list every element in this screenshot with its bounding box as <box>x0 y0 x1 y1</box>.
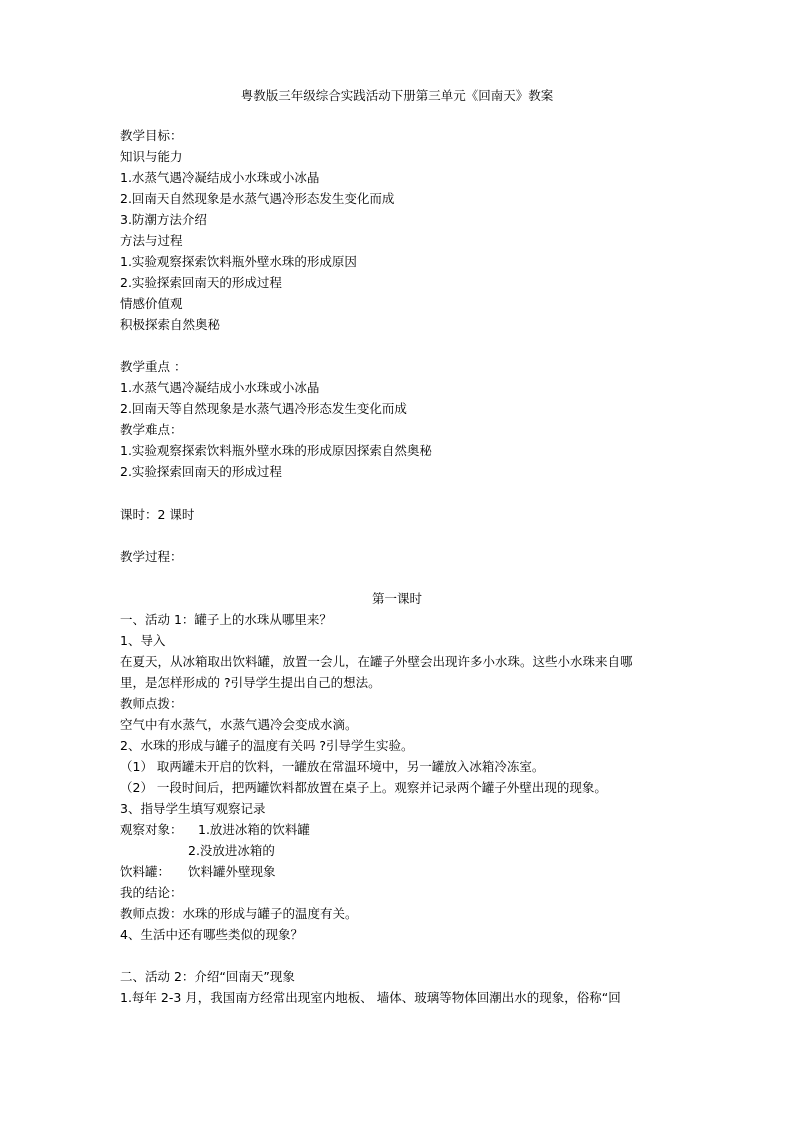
conclusion-label: 我的结论： <box>120 885 183 900</box>
key-point-2: 2.回南天等自然现象是水蒸气遇冷形态发生变化而成 <box>120 401 407 416</box>
observation-item-2: 2.没放进冰箱的 <box>188 843 275 858</box>
observation-item-1: 1.放进冰箱的饮料罐 <box>198 822 310 837</box>
emotion-text: 积极探索自然奥秘 <box>120 317 221 332</box>
key-point-1: 1.水蒸气遇冷凝结成小水珠或小冰晶 <box>120 380 320 395</box>
teacher-tip-text: 空气中有水蒸气，水蒸气遇冷会变成水滴。 <box>120 717 358 732</box>
knowledge-item-2: 2.回南天自然现象是水蒸气遇冷形态发生变化而成 <box>120 191 395 206</box>
lesson-1-title: 第一课时 <box>371 591 422 606</box>
method-item-2: 2.实验探索回南天的形成过程 <box>120 275 282 290</box>
knowledge-item-3: 3.防潮方法介绍 <box>120 212 207 227</box>
teacher-tip-label: 教师点拨： <box>120 696 183 711</box>
experiment-step-1: （1） 取两罐未开启的饮料，一罐放在常温环境中，另一罐放入冰箱冷冻室。 <box>120 759 545 774</box>
knowledge-heading: 知识与能力 <box>120 149 183 164</box>
activity-2-title: 二、活动 2：介绍“回南天”现象 <box>120 969 295 984</box>
class-hours: 课时：2 课时 <box>120 507 195 522</box>
method-item-1: 1.实验观察探索饮料瓶外壁水珠的形成原因 <box>120 254 357 269</box>
difficulty-heading: 教学难点： <box>120 422 183 437</box>
section-intro: 1、导入 <box>120 633 166 648</box>
teacher-tip-2: 教师点拨：水珠的形成与罐子的温度有关。 <box>120 906 358 921</box>
process-heading: 教学过程： <box>120 549 183 564</box>
can-label: 饮料罐： <box>120 864 171 879</box>
activity-1-title: 一、活动 1：罐子上的水珠从哪里来？ <box>120 612 332 627</box>
document-title: 粤教版三年级综合实践活动下册第三单元《回南天》教案 <box>240 88 554 103</box>
activity-2-paragraph: 1.每年 2-3 月，我国南方经常出现室内地板、 墙体、玻璃等物体回潮出水的现象，俗称“回 <box>120 990 621 1005</box>
intro-paragraph-line-2: 里，是怎样形成的 ?引导学生提出自己的想法。 <box>120 675 381 690</box>
can-phenomenon: 饮料罐外壁现象 <box>188 864 276 879</box>
observation-label: 观察对象： <box>120 822 183 837</box>
section-record: 3、指导学生填写观察记录 <box>120 801 266 816</box>
method-heading: 方法与过程 <box>120 233 183 248</box>
objectives-heading: 教学目标： <box>120 128 183 143</box>
difficulty-1: 1.实验观察探索饮料瓶外壁水珠的形成原因探索自然奥秘 <box>120 443 432 458</box>
section-experiment: 2、水珠的形成与罐子的温度有关吗 ?引导学生实验。 <box>120 738 414 753</box>
difficulty-2: 2.实验探索回南天的形成过程 <box>120 464 282 479</box>
key-points-heading: 教学重点 ： <box>120 359 187 374</box>
intro-paragraph-line-1: 在夏天，从冰箱取出饮料罐，放置一会儿，在罐子外壁会出现许多小水珠。这些小水珠来自哪 <box>120 654 633 669</box>
knowledge-item-1: 1.水蒸气遇冷凝结成小水珠或小冰晶 <box>120 170 320 185</box>
section-similar: 4、生活中还有哪些类似的现象？ <box>120 927 303 942</box>
emotion-heading: 情感价值观 <box>120 296 183 311</box>
experiment-step-2: （2） 一段时间后，把两罐饮料都放置在桌子上。观察并记录两个罐子外壁出现的现象。 <box>120 780 607 795</box>
